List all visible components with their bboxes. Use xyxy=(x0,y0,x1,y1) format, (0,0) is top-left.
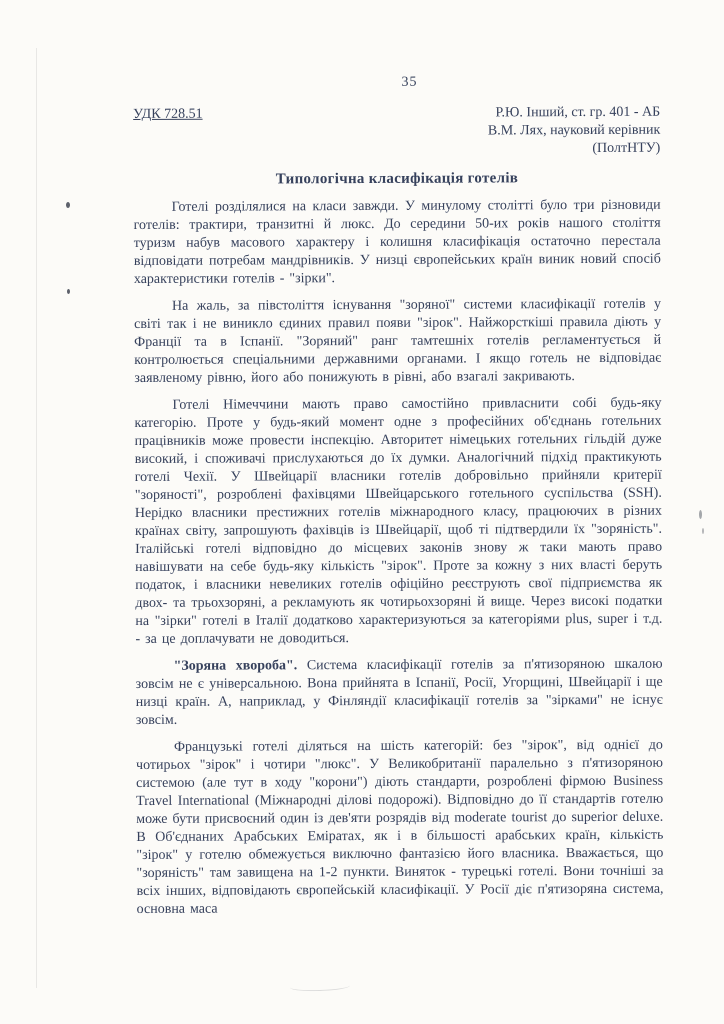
author-line: Р.Ю. Інший, ст. гр. 401 - АБ xyxy=(495,104,661,121)
udc-code: УДК 728.51 xyxy=(133,106,203,122)
supervisor-line: В.М. Лях, науковий керівник xyxy=(487,122,661,139)
document-title: Типологічна класифікація готелів xyxy=(275,170,519,188)
page-content xyxy=(133,74,664,919)
paragraph-3: Готелі Німеччини мають право самостійно привласнити собі будь-яку категорію. Проте у будь-який момент одне з професійних об'єднань готельних працівників може провести інспекцію. Авторитет німецьких готельних гільдій дуже високий, і споживачі прислухаються до їх думки. Аналогічний підхід практикують готелі Чехії. У Швейцарії власники готелів добровільно прийняли критерії "зоряності", розроблені фахівцями Швейцарського готельного суспільства (SSH). Нерідко власники престижних готелів міжнародного класу, працюючих в різних країнах світу, запрошують фахівців із Швейцарії, щоб ті підтвердили їх "зоряність". Італійські готелі відповідно до місцевих законів знову ж таки мають право навішувати на себе будь-яку кількість "зірок". Проте за кожну з них власті беруть податок, і власники невеликих готелів офіційно реєструють свої підприємства як двох- та трьохзоряні, а рекламують як чотирьохзоряні й вище. Через високі податки на "зірки" готелі в Італії додатково характеризуються за категоріями plus, super і т.д. - за це доплачувати не доводиться. xyxy=(134,395,663,647)
header xyxy=(133,104,660,160)
paragraph-4-lead: "Зоряна хвороба". xyxy=(173,658,298,674)
scan-smudge xyxy=(290,981,350,992)
paragraph-1: Готелі розділялися на класи завжди. У минулому столітті було три різновиди готелів: трактири, транзитні й люкс. До середини 50-их років нашого століття туризм набув масового характеру і колишня класифікація остаточно перестала відповідати потребам мандрівників. У низці європейських країн виник новий спосіб характеристики готелів - "зірки". xyxy=(133,197,661,287)
paragraph-4-text: Система класифікації готелів за п'ятизоряною шкалою зовсім не є універсальною. Вона прийнята в Іспанії, Росії, Угорщині, Швейцарії і ще низці країн. А, наприклад, у Фінляндії класифікації готелів за "зірками" не існує зовсім. xyxy=(135,656,663,728)
scan-speck xyxy=(67,289,70,294)
scan-speck xyxy=(702,528,704,534)
scan-speck xyxy=(699,510,702,519)
scan-speck xyxy=(66,202,70,208)
institution-line: (ПолтНТУ) xyxy=(592,140,661,156)
author-block xyxy=(488,104,661,159)
scan-edge-line xyxy=(36,48,37,988)
paragraph-5: Французькі готелі діляться на шість категорій: без "зірок", від однієї до чотирьох "зірок" і чотири "люкс". У Великобританії паралельно з п'ятизоряною системою (але тут в ходу "корони") діють стандарти, розроблені фірмою Business Travel International (Міжнародні ділові подорожі). Відповідно до її стандартів готелю може бути присвоєний один із дев'яти розрядів від moderate tourist до superior deluxe. В Об'єднаних Арабських Еміратах, як і в більшості арабських країн, кількість "зірок" у готелю обмежується виключно фантазією його власника. Вважається, що "зоряність" там завищена на 1-2 пункти. Виняток - турецькі готелі. Вони точніші за всіх інших, відповідають європейській класифікації. У Росії діє п'ятизоряна система, основна маса xyxy=(135,737,664,917)
paragraph-4 xyxy=(136,656,663,730)
document-body xyxy=(134,197,664,919)
page-number: 35 xyxy=(401,74,418,90)
paragraph-2: На жаль, за півстоліття існування "зоряної" системи класифікації готелів у світі так і не виникло єдиних правил появи "зірок". Найжорсткіші правила діють у Франції та в Іспанії. "Зоряний" ранг тамтешніх готелів регламентується й контролюється спеціальними державними органами. І якщо готель не відповідає заявленому рівню, його або понижують в рівні, або взагалі закривають. xyxy=(134,296,662,386)
